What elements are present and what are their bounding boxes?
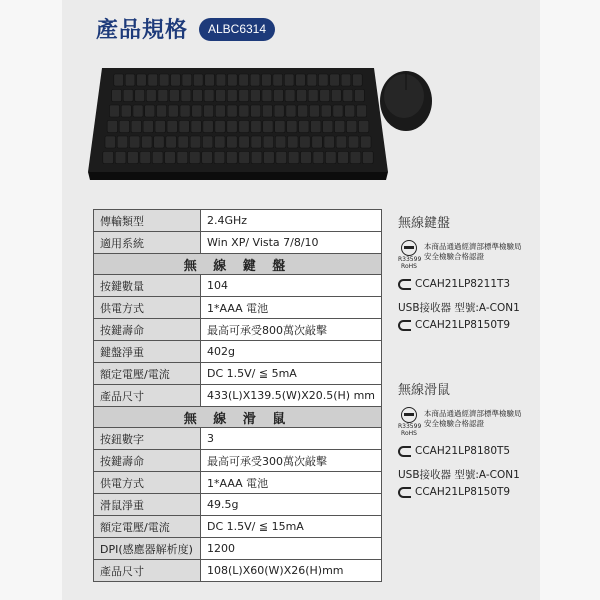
keyboard-key	[336, 136, 347, 148]
keyboard-key	[226, 152, 237, 164]
keyboard-key	[343, 90, 353, 102]
spec-label: 產品尺寸	[94, 385, 201, 407]
keyboard-key	[307, 74, 317, 86]
keyboard-key	[323, 121, 333, 133]
spec-row	[94, 275, 382, 297]
bsmi-block	[398, 240, 522, 270]
spec-label: DPI(感應器解析度)	[94, 538, 201, 560]
keyboard-key	[227, 74, 237, 86]
keyboard-key	[169, 90, 179, 102]
keyboard-key	[239, 121, 249, 133]
spec-row	[94, 385, 382, 407]
keyboard-key	[165, 152, 176, 164]
keyboard-key	[296, 74, 306, 86]
keyboard-key	[179, 121, 189, 133]
keyboard-key	[182, 74, 192, 86]
keyboard-key	[297, 90, 307, 102]
spec-value: 3	[201, 428, 382, 450]
bsmi-text: 安全檢驗合格認證	[424, 252, 484, 261]
keyboard-key	[274, 105, 284, 117]
mouse-cert-title: 無線滑鼠	[398, 383, 451, 398]
keyboard-key	[311, 121, 321, 133]
spec-row	[94, 363, 382, 385]
section-heading: 無 線 鍵 盤	[94, 254, 382, 275]
keyboard-key	[107, 121, 117, 133]
keyboard-key	[156, 105, 166, 117]
spec-row	[94, 450, 382, 472]
spec-label: 按鈕數字	[94, 428, 201, 450]
keyboard-key	[178, 136, 189, 148]
receiver-model: USB接收器 型號:A-CON1	[398, 302, 520, 314]
spec-table	[93, 209, 382, 582]
bsmi-code: R33599	[398, 256, 422, 263]
spec-row	[94, 494, 382, 516]
bsmi-text: 本商品通過經濟部標準檢驗局	[424, 409, 522, 418]
keyboard-key	[276, 152, 287, 164]
keyboard-key	[216, 74, 226, 86]
keyboard-key	[143, 121, 153, 133]
keyboard-key	[114, 74, 124, 86]
spec-label: 按鍵壽命	[94, 450, 201, 472]
keyboard-key	[227, 105, 237, 117]
keyboard-key	[348, 136, 359, 148]
spec-label: 按鍵數量	[94, 275, 201, 297]
keyboard-key	[227, 121, 237, 133]
spec-label: 適用系統	[94, 232, 201, 254]
keyboard-key	[145, 105, 155, 117]
keyboard-key	[190, 136, 201, 148]
keyboard-key	[300, 136, 311, 148]
keyboard-key	[117, 136, 128, 148]
keyboard-key	[325, 152, 336, 164]
ncc-row	[398, 486, 522, 498]
keyboard-key	[239, 105, 249, 117]
keyboard-key	[112, 90, 122, 102]
keyboard-key	[298, 105, 308, 117]
keyboard-key	[273, 90, 283, 102]
ncc-code: CCAH21LP8180T5	[415, 445, 511, 457]
ncc-row	[398, 445, 522, 457]
keyboard-key	[318, 74, 328, 86]
ncc-icon	[398, 446, 411, 457]
spec-row	[94, 319, 382, 341]
spec-value: 49.5g	[201, 494, 382, 516]
keyboard-key	[119, 121, 129, 133]
keyboard-key	[148, 74, 158, 86]
spec-value: 1*AAA 電池	[201, 472, 382, 494]
keyboard-key	[320, 90, 330, 102]
mouse-certifications	[398, 379, 522, 498]
keyboard-key	[360, 136, 371, 148]
keyboard-key	[250, 74, 260, 86]
keyboard-key	[287, 136, 298, 148]
spec-value: 2.4GHz	[201, 210, 382, 232]
keyboard-key	[251, 105, 261, 117]
keyboard-key	[263, 136, 274, 148]
keyboard-key	[350, 152, 361, 164]
spec-row	[94, 210, 382, 232]
ncc-icon	[398, 320, 411, 331]
page-title: 產品規格	[96, 18, 189, 43]
keyboard-key	[203, 121, 213, 133]
keyboard-key	[309, 105, 319, 117]
keyboard-key	[324, 136, 335, 148]
bsmi-code: R33599	[398, 423, 422, 430]
keyboard-key	[287, 121, 297, 133]
keyboard-cert-title: 無線鍵盤	[398, 216, 451, 231]
spec-label: 滑鼠淨重	[94, 494, 201, 516]
keyboard-key	[284, 74, 294, 86]
keyboard-key	[251, 121, 261, 133]
spec-value: 1*AAA 電池	[201, 297, 382, 319]
keyboard-key	[227, 136, 238, 148]
spec-value: Win XP/ Vista 7/8/10	[201, 232, 382, 254]
keyboard-key	[123, 90, 133, 102]
spec-row	[94, 516, 382, 538]
ncc-icon	[398, 279, 411, 290]
keyboard-key	[205, 74, 215, 86]
keyboard-key	[204, 90, 214, 102]
keyboard-key	[121, 105, 131, 117]
keyboard-key	[313, 152, 324, 164]
keyboard-key	[180, 105, 190, 117]
keyboard-key	[159, 74, 169, 86]
keyboard-key	[338, 152, 349, 164]
keyboard-key	[239, 152, 250, 164]
rohs-label: RoHS	[401, 430, 417, 437]
keyboard-key	[181, 90, 191, 102]
keyboard-key	[192, 105, 202, 117]
keyboard-key	[251, 152, 262, 164]
keyboard-key	[105, 136, 116, 148]
spec-label: 額定電壓/電流	[94, 363, 201, 385]
keyboard-section-header	[94, 254, 382, 275]
keyboard-key	[152, 152, 163, 164]
keyboard-key	[131, 121, 141, 133]
spec-row	[94, 232, 382, 254]
keyboard-key	[227, 90, 237, 102]
keyboard-key	[299, 121, 309, 133]
keyboard-key	[146, 90, 156, 102]
spec-label: 產品尺寸	[94, 560, 201, 582]
spec-label: 供電方式	[94, 297, 201, 319]
spec-value: 433(L)X139.5(W)X20.5(H) mm	[201, 385, 382, 407]
spec-value: 最高可承受300萬次敲擊	[201, 450, 382, 472]
keyboard-key	[189, 152, 200, 164]
keyboard-key	[135, 90, 145, 102]
ncc-row	[398, 319, 522, 331]
keyboard-key	[356, 105, 366, 117]
keyboard-key	[262, 74, 272, 86]
spec-label: 傳輸類型	[94, 210, 201, 232]
spec-row	[94, 341, 382, 363]
keyboard-key	[167, 121, 177, 133]
keyboard-key	[129, 136, 140, 148]
keyboard-key	[275, 121, 285, 133]
ncc-code: CCAH21LP8150T9	[415, 486, 511, 498]
keyboard-key	[345, 105, 355, 117]
keyboard-key	[275, 136, 286, 148]
keyboard-image	[88, 68, 388, 180]
keyboard-key	[158, 90, 168, 102]
spec-value: DC 1.5V/ ≦ 15mA	[201, 516, 382, 538]
keyboard-key	[346, 121, 356, 133]
model-badge: ALBC6314	[199, 18, 275, 41]
keyboard-key	[103, 152, 114, 164]
keyboard-key	[177, 152, 188, 164]
mouse-section-header	[94, 407, 382, 428]
keyboard-key	[263, 121, 273, 133]
keyboard-key	[312, 136, 323, 148]
spec-value: 1200	[201, 538, 382, 560]
keyboard-key	[239, 74, 249, 86]
keyboard-key	[330, 74, 340, 86]
keyboard-key	[288, 152, 299, 164]
keyboard-key	[335, 121, 345, 133]
keyboard-key	[214, 152, 225, 164]
keyboard-key	[193, 90, 203, 102]
keyboard-key	[362, 152, 373, 164]
keyboard-key	[202, 136, 213, 148]
keyboard-key	[141, 136, 152, 148]
keyboard-key	[204, 105, 214, 117]
keyboard-key	[128, 152, 139, 164]
keyboard-key	[115, 152, 126, 164]
spec-label: 按鍵壽命	[94, 319, 201, 341]
keyboard-key	[215, 121, 225, 133]
ncc-row	[398, 278, 522, 290]
spec-row	[94, 428, 382, 450]
bsmi-icon	[401, 240, 417, 256]
keyboard-key	[333, 105, 343, 117]
keyboard-key	[285, 90, 295, 102]
spec-row	[94, 472, 382, 494]
keyboard-key	[109, 105, 119, 117]
keyboard-key	[354, 90, 364, 102]
keyboard-key	[352, 74, 362, 86]
spec-value: 最高可承受800萬次敲擊	[201, 319, 382, 341]
keyboard-key	[216, 90, 226, 102]
spec-value: 402g	[201, 341, 382, 363]
bsmi-block	[398, 407, 522, 437]
ncc-code: CCAH21LP8211T3	[415, 278, 511, 290]
receiver-model: USB接收器 型號:A-CON1	[398, 469, 520, 481]
keyboard-key	[301, 152, 312, 164]
spec-row	[94, 297, 382, 319]
keyboard-key	[140, 152, 151, 164]
spec-label: 供電方式	[94, 472, 201, 494]
keyboard-key	[273, 74, 283, 86]
keyboard-key	[133, 105, 143, 117]
spec-value: 104	[201, 275, 382, 297]
keyboard-key	[250, 90, 260, 102]
keyboard-key	[193, 74, 203, 86]
spec-label: 鍵盤淨重	[94, 341, 201, 363]
keyboard-certifications	[398, 212, 522, 331]
spec-label: 額定電壓/電流	[94, 516, 201, 538]
keyboard-key	[202, 152, 213, 164]
keyboard-key	[137, 74, 147, 86]
keyboard-key	[321, 105, 331, 117]
keyboard-key	[171, 74, 181, 86]
section-heading: 無 線 滑 鼠	[94, 407, 382, 428]
keyboard-key	[331, 90, 341, 102]
keyboard-key	[155, 121, 165, 133]
keyboard-key	[262, 105, 272, 117]
keyboard-key	[239, 90, 249, 102]
keyboard-key	[286, 105, 296, 117]
keyboard-key	[341, 74, 351, 86]
bsmi-icon	[401, 407, 417, 423]
keyboard-key	[214, 136, 225, 148]
keyboard-key	[264, 152, 275, 164]
keyboard-key	[262, 90, 272, 102]
keyboard-key	[154, 136, 165, 148]
keyboard-key	[191, 121, 201, 133]
keyboard-key	[125, 74, 135, 86]
mouse-image	[378, 70, 434, 132]
spec-value: DC 1.5V/ ≦ 5mA	[201, 363, 382, 385]
ncc-icon	[398, 487, 411, 498]
bsmi-text: 安全檢驗合格認證	[424, 419, 484, 428]
ncc-code: CCAH21LP8150T9	[415, 319, 511, 331]
keyboard-key	[166, 136, 177, 148]
spec-value: 108(L)X60(W)X26(H)mm	[201, 560, 382, 582]
keyboard-key	[308, 90, 318, 102]
bsmi-text: 本商品通過經濟部標準檢驗局	[424, 242, 522, 251]
keyboard-key	[215, 105, 225, 117]
keyboard-key	[251, 136, 262, 148]
keyboard-key	[239, 136, 250, 148]
spec-row	[94, 560, 382, 582]
rohs-label: RoHS	[401, 263, 417, 270]
keyboard-key	[168, 105, 178, 117]
spec-row	[94, 538, 382, 560]
keyboard-key	[358, 121, 368, 133]
